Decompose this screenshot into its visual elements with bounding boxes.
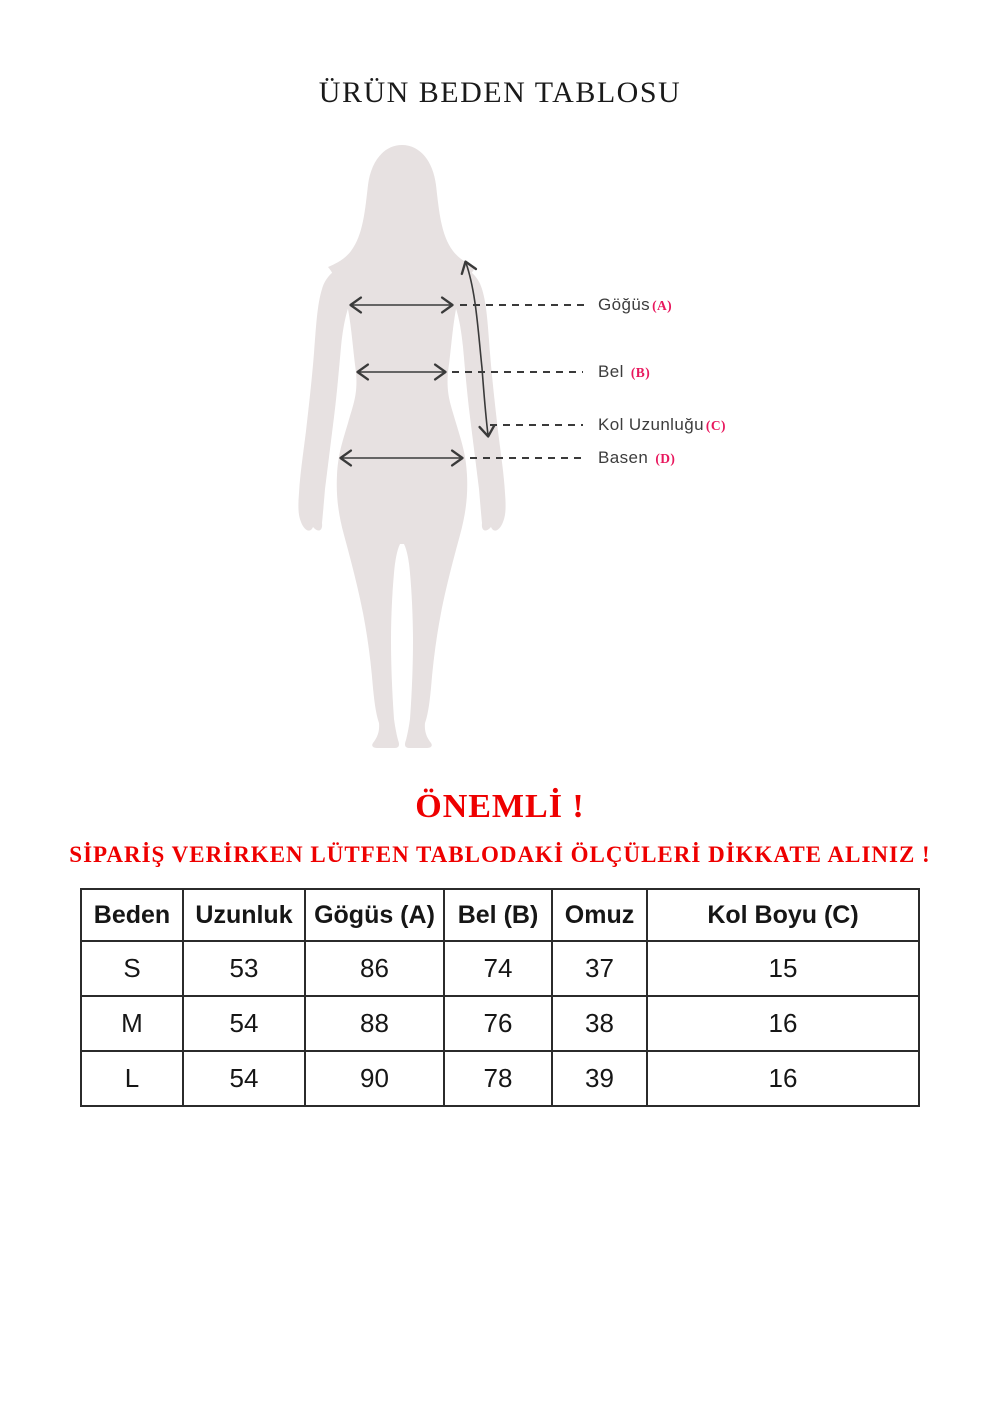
header-uzunluk: Uzunluk [183,889,305,941]
arm-length-label-code: (C) [705,418,726,433]
cell-uzunluk: 53 [183,941,305,996]
chest-label-code: (A) [652,298,673,313]
cell-bel: 76 [444,996,552,1051]
cell-gogus: 88 [305,996,444,1051]
cell-kol-boyu: 16 [647,1051,919,1106]
waist-label-text: Bel [598,362,624,381]
table-row-s [81,941,919,996]
table-row-l [81,1051,919,1106]
order-warning-text: SİPARİŞ VERİRKEN LÜTFEN TABLODAKİ ÖLÇÜLERİ DİKKATE ALINIZ ! [69,842,931,867]
cell-kol-boyu: 16 [647,996,919,1051]
table-row-m [81,996,919,1051]
cell-uzunluk: 54 [183,996,305,1051]
arm-length-label [598,415,726,436]
important-heading: ÖNEMLİ ! [415,788,585,825]
body-silhouette [298,145,505,748]
cell-size: L [81,1051,183,1106]
waist-label [598,362,650,383]
hip-label [598,448,675,469]
cell-gogus: 86 [305,941,444,996]
header-gogus: Gögüs (A) [305,889,444,941]
hip-label-code: (D) [655,451,676,466]
cell-bel: 74 [444,941,552,996]
size-table-header-row [81,889,919,941]
cell-omuz: 37 [552,941,647,996]
chest-label-text: Göğüs [598,295,651,314]
cell-size: S [81,941,183,996]
header-bel: Bel (B) [444,889,552,941]
cell-omuz: 38 [552,996,647,1051]
arm-length-label-text: Kol Uzunluğu [598,415,704,434]
cell-uzunluk: 54 [183,1051,305,1106]
cell-bel: 78 [444,1051,552,1106]
chest-label [598,295,672,316]
header-beden: Beden [81,889,183,941]
cell-kol-boyu: 15 [647,941,919,996]
page-title: ÜRÜN BEDEN TABLOSU [318,76,682,109]
header-omuz: Omuz [552,889,647,941]
waist-label-code: (B) [630,365,651,380]
size-table [80,888,920,1107]
cell-size: M [81,996,183,1051]
silhouette-torso-legs [328,145,476,748]
cell-gogus: 90 [305,1051,444,1106]
header-kol-boyu: Kol Boyu (C) [647,889,919,941]
hip-label-text: Basen [598,448,649,467]
cell-omuz: 39 [552,1051,647,1106]
